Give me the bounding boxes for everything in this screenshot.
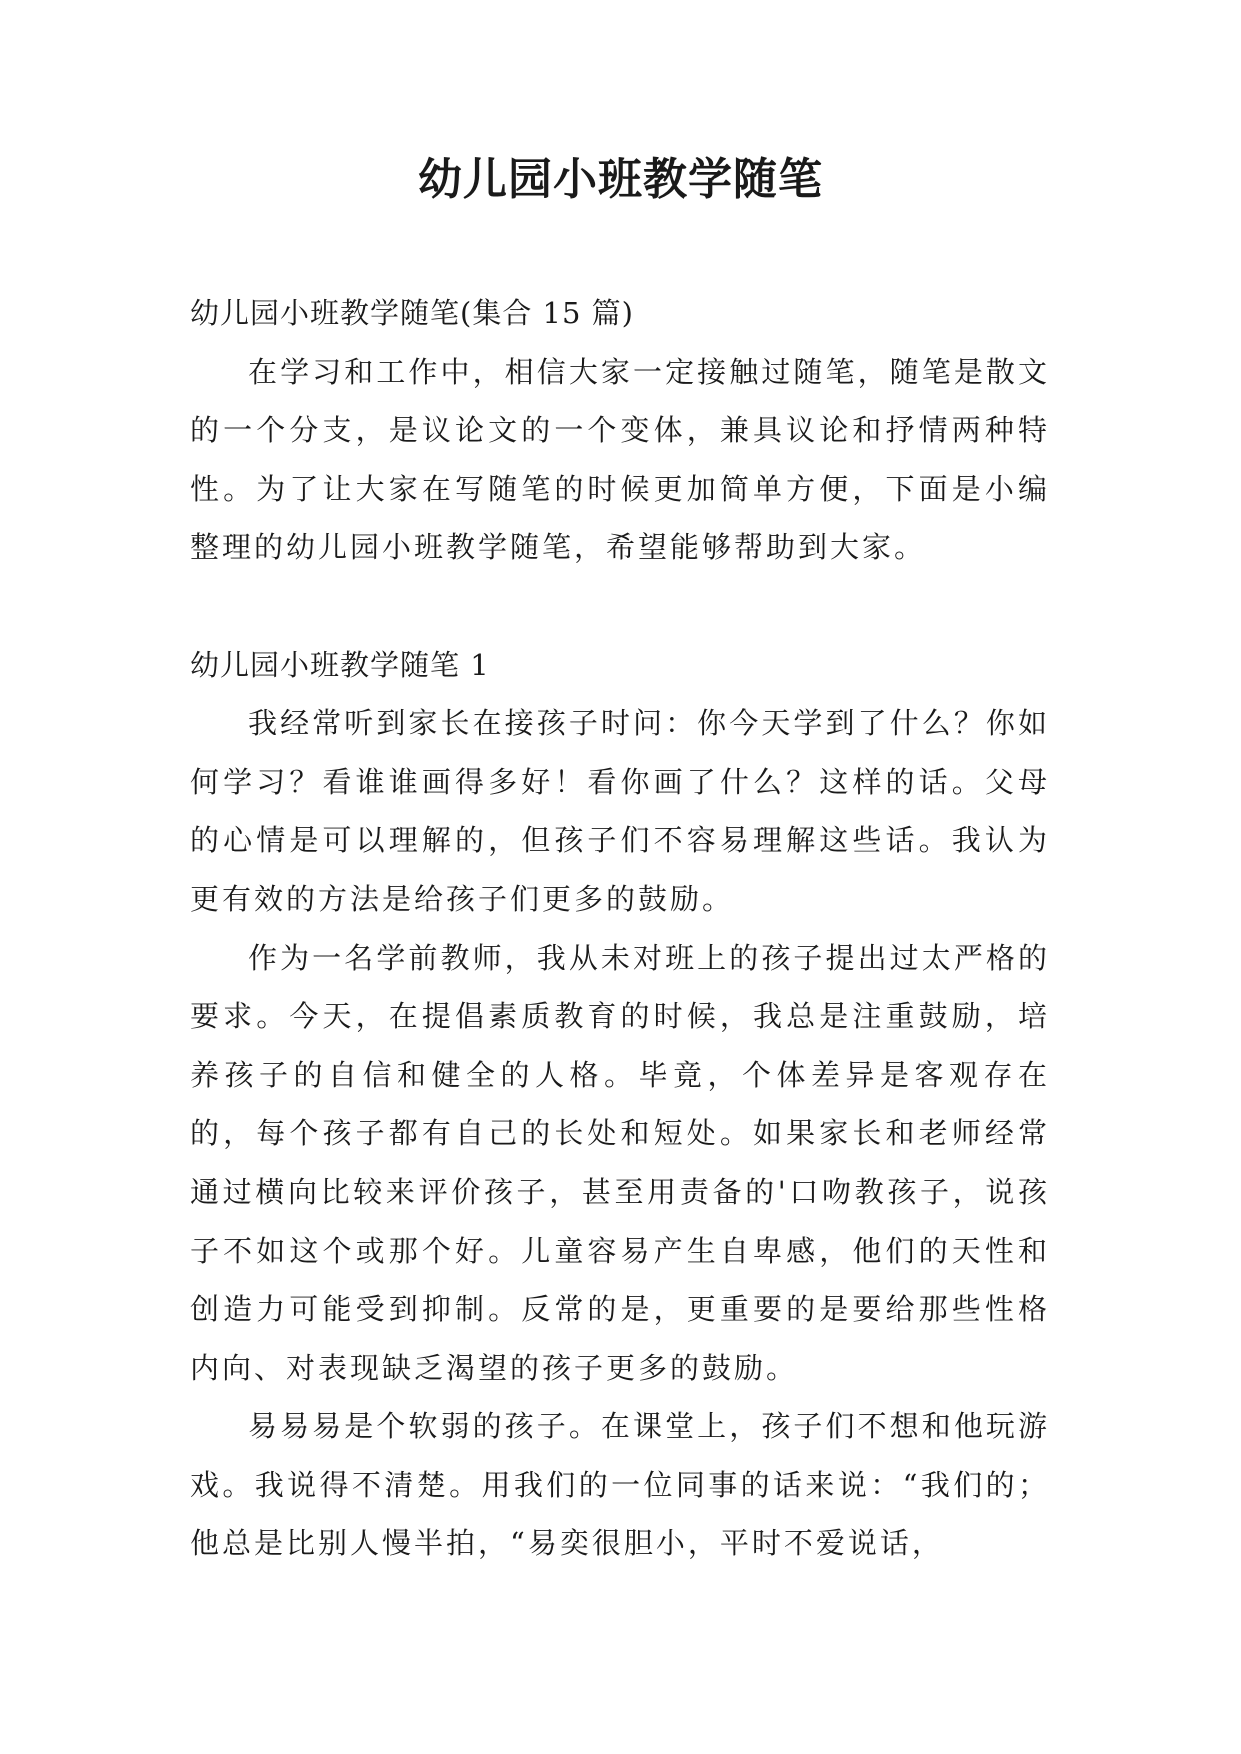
section-heading: 幼儿园小班教学随笔 1: [190, 647, 490, 682]
section-spacer: [190, 577, 1050, 636]
body-paragraph-3: 易易易是个软弱的孩子。在课堂上，孩子们不想和他玩游戏。我说得不清楚。用我们的一位同事的话来说：“我们的；他总是比别人慢半拍，“易奕很胆小，平时不爱说话，: [190, 1409, 1050, 1561]
document-subtitle: 幼儿园小班教学随笔(集合 15 篇): [190, 296, 634, 330]
body-paragraph-2: 作为一名学前教师，我从未对班上的孩子提出过太严格的要求。今天，在提倡素质教育的时候，我总是注重鼓励，培养孩子的自信和健全的人格。毕竟，个体差异是客观存在的，每个孩子都有自己的长处和短处。如果家长和老师经常通过横向比较来评价孩子，甚至用责备的'口吻教孩子，说孩子不如这个或那个好。儿童容易产生自卑感，他们的天性和创造力可能受到抑制。反常的是，更重要的是要给那些性格内向、对表现缺乏渴望的孩子更多的鼓励。: [190, 940, 1050, 1385]
document-title: 幼儿园小班教学随笔: [418, 154, 823, 205]
intro-paragraph: 在学习和工作中，相信大家一定接触过随笔，随笔是散文的一个分支，是议论文的一个变体，兼具议论和抒情两种特性。为了让大家在写随笔的时候更加简单方便，下面是小编整理的幼儿园小班教学随笔，希望能够帮助到大家。: [190, 354, 1050, 565]
document-body: [190, 284, 1050, 1573]
body-paragraph-1: 我经常听到家长在接孩子时问：你今天学到了什么？你如何学习？看谁谁画得多好！看你画了什么？这样的话。父母的心情是可以理解的，但孩子们不容易理解这些话。我认为更有效的方法是给孩子们更多的鼓励。: [190, 706, 1050, 916]
